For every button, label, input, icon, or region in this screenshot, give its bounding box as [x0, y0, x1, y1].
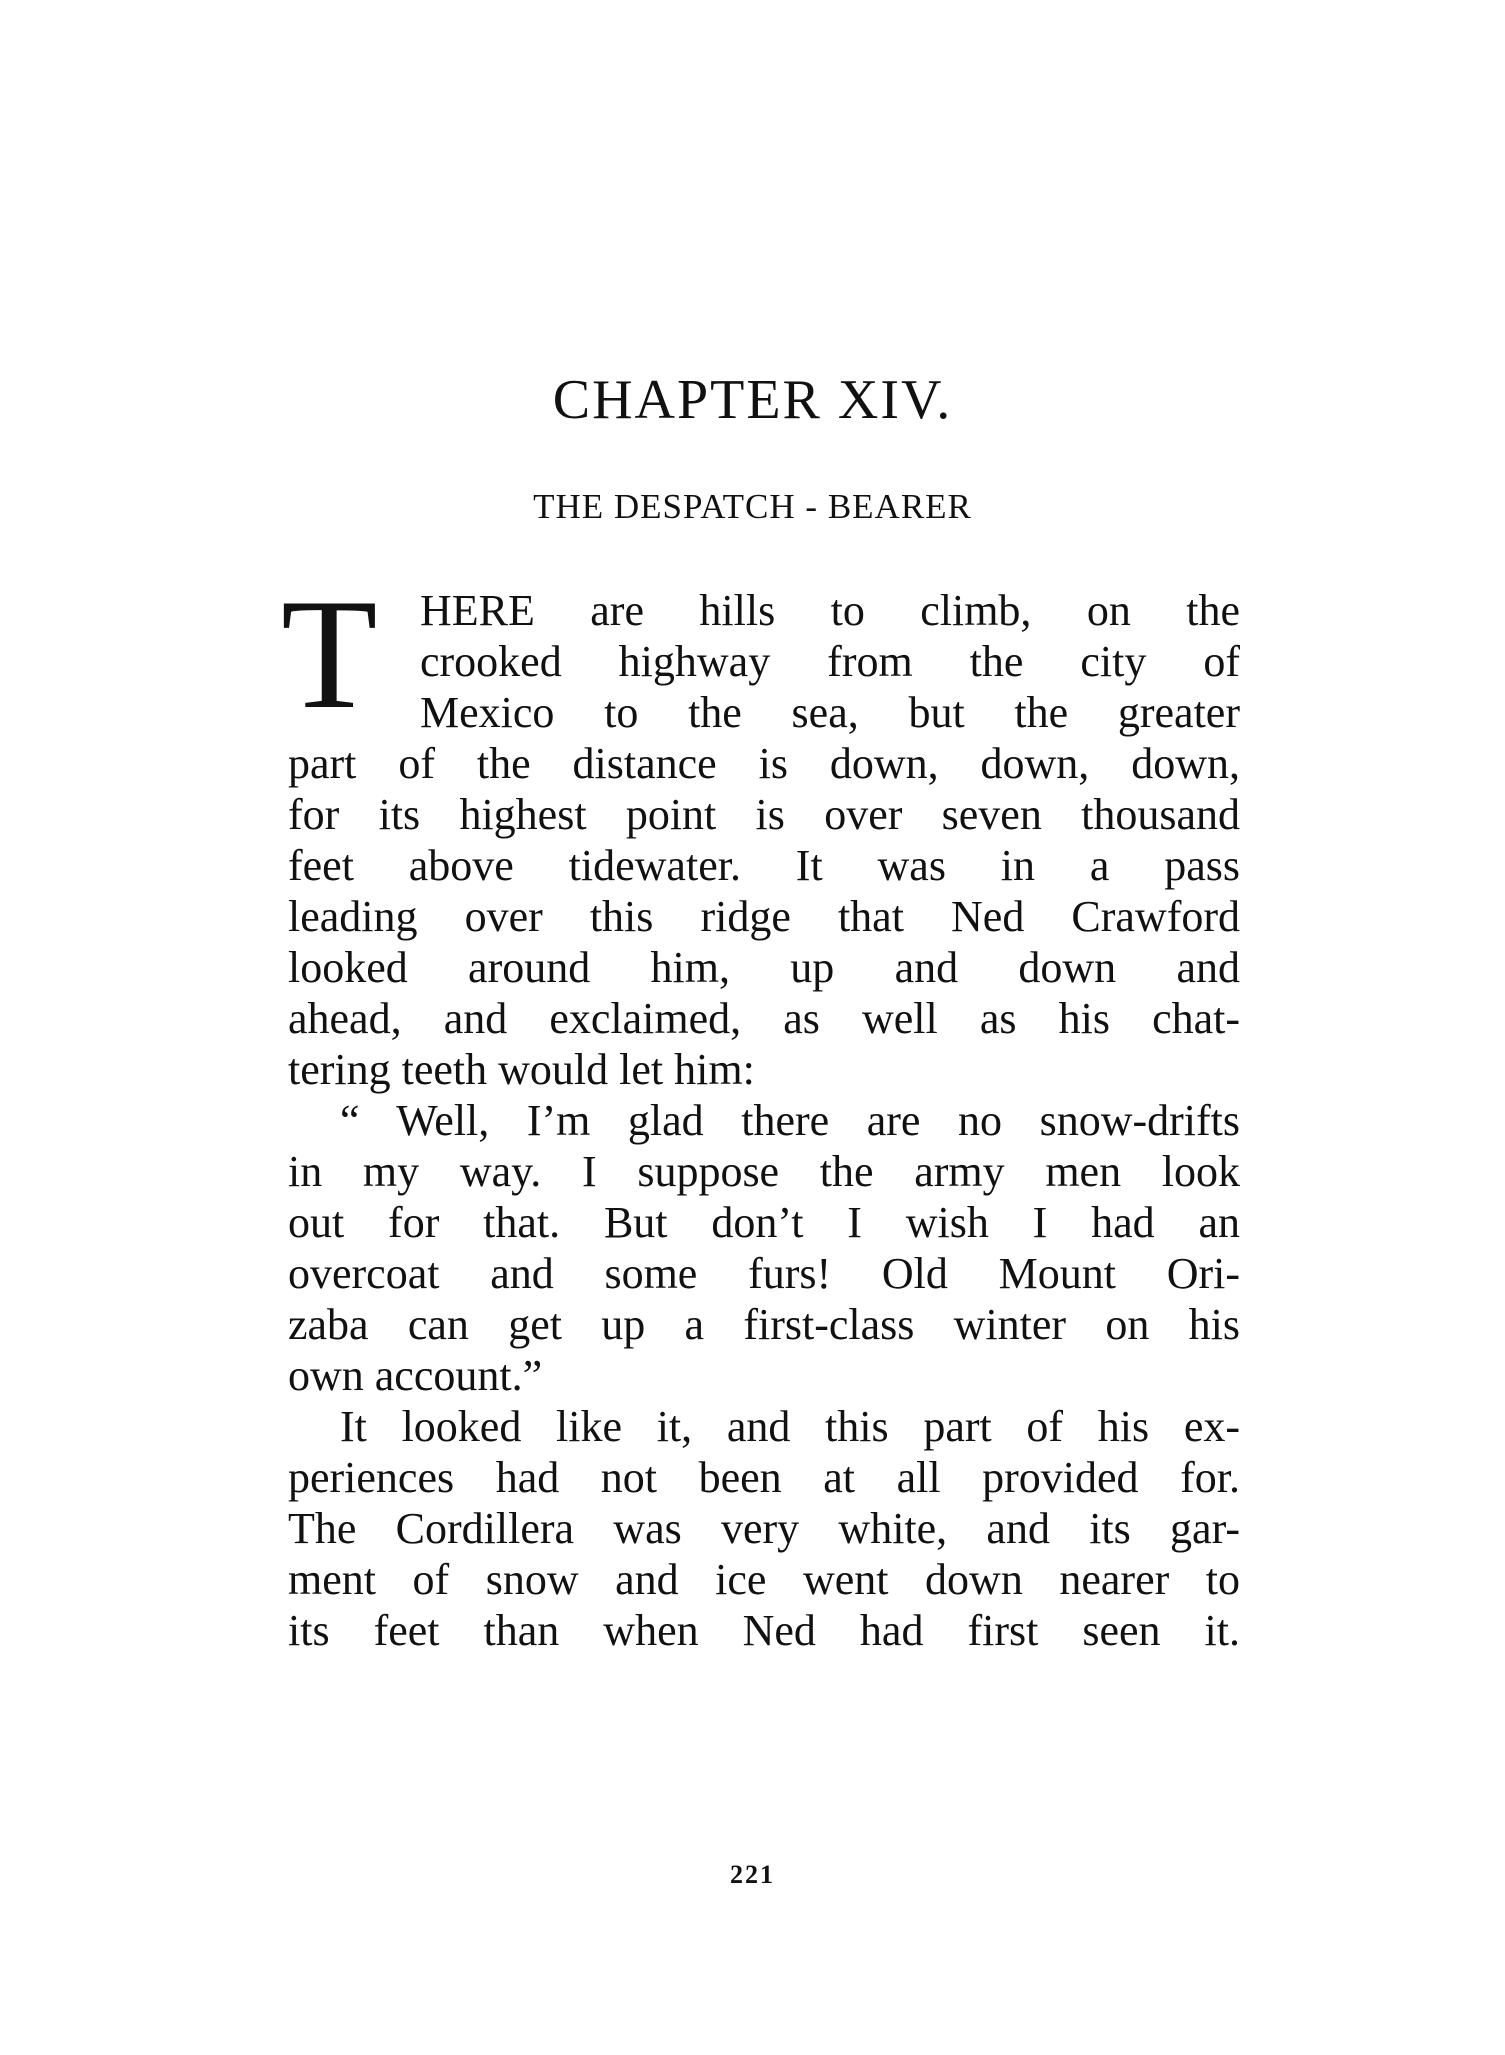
text-line: part of the distance is down, down, down,: [288, 739, 1240, 788]
text-line: looked around him, up and down and: [288, 943, 1240, 992]
text-line: tering teeth would let him:: [288, 1045, 755, 1094]
text-line: its feet than when Ned had first seen it.: [288, 1606, 1240, 1655]
page-number: 221: [730, 1860, 775, 1889]
text-line: The Cordillera was very white, and its gar-: [288, 1504, 1240, 1553]
text-line: ahead, and exclaimed, as well as his chat-: [288, 994, 1240, 1043]
text-line: Mexico to the sea, but the greater: [420, 688, 1240, 737]
text-line: HERE are hills to climb, on the: [420, 586, 1240, 635]
text-line: out for that. But don’t I wish I had an: [288, 1198, 1240, 1247]
text-line: periences had not been at all provided for.: [288, 1453, 1240, 1502]
drop-cap: T: [281, 567, 378, 742]
chapter-title: CHAPTER XIV.: [552, 369, 953, 431]
text-line: zaba can get up a first-class winter on his: [288, 1300, 1240, 1349]
chapter-subtitle: THE DESPATCH - BEARER: [533, 487, 972, 526]
text-line: ment of snow and ice went down nearer to: [288, 1555, 1240, 1604]
text-line: crooked highway from the city of: [420, 637, 1240, 686]
text-line: own account.”: [288, 1351, 543, 1400]
text-line: overcoat and some furs! Old Mount Ori-: [288, 1249, 1240, 1298]
text-line: feet above tidewater. It was in a pass: [288, 841, 1240, 890]
text-line: for its highest point is over seven thousand: [288, 790, 1240, 839]
text-line: It looked like it, and this part of his ex-: [340, 1402, 1240, 1451]
text-line: “ Well, I’m glad there are no snow-drifts: [340, 1096, 1240, 1145]
text-line: in my way. I suppose the army men look: [288, 1147, 1240, 1196]
text-line: leading over this ridge that Ned Crawford: [288, 892, 1240, 941]
